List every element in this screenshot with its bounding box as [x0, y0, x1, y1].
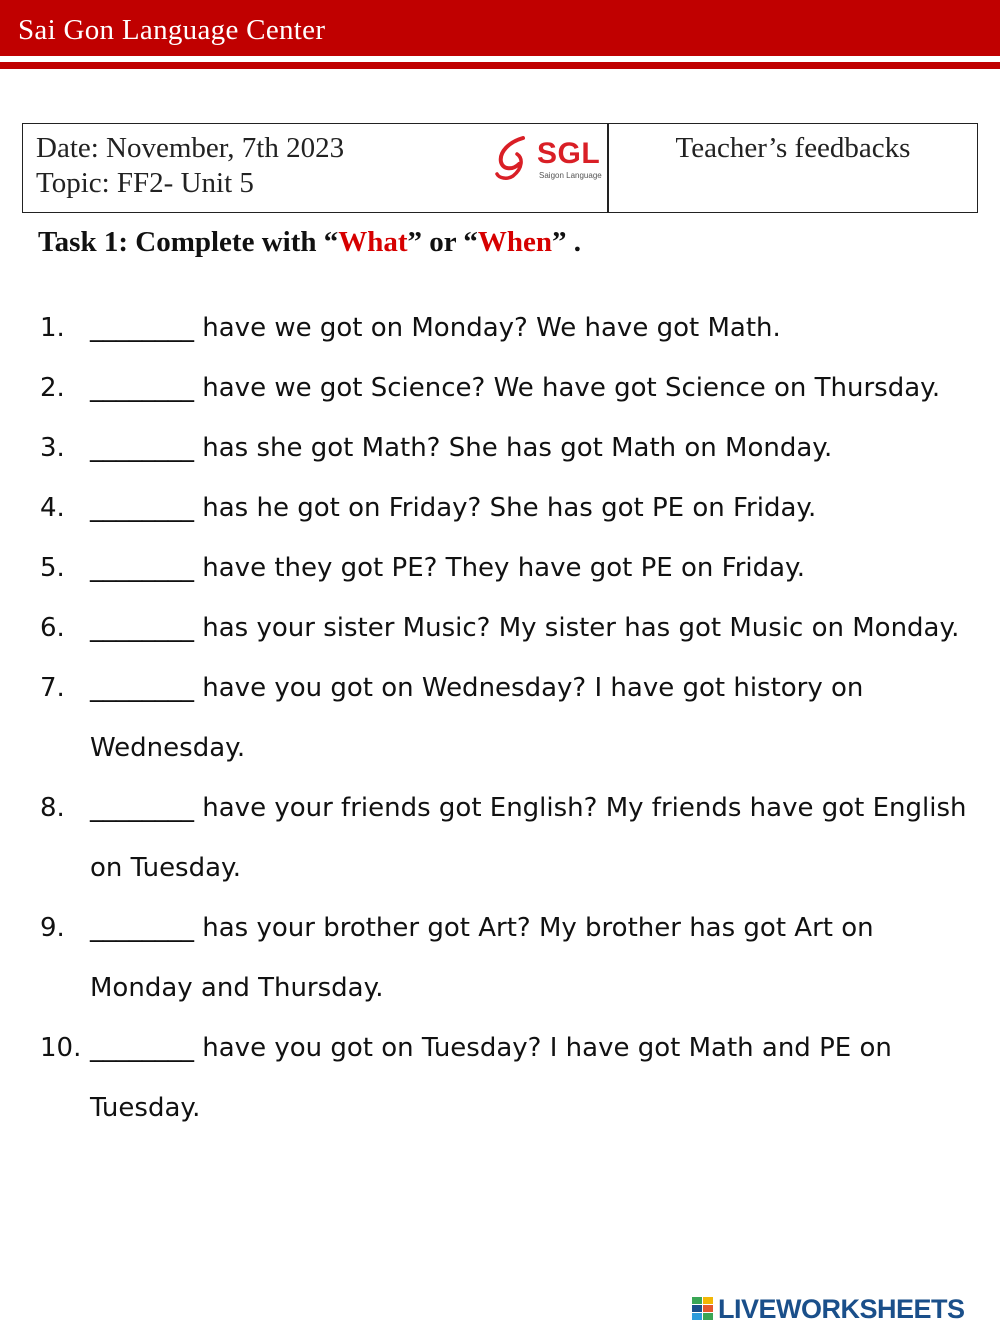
- logo-subtitle: Saigon Language: [539, 171, 602, 180]
- question-text: ________ have we got Science? We have got Science on Thursday.: [90, 373, 941, 403]
- question-number: 9.: [40, 913, 65, 943]
- question-item: [40, 358, 980, 418]
- sgl-swoosh-icon: [493, 134, 535, 182]
- question-number: 1.: [40, 313, 65, 343]
- footer-brand: LIVEWORKSHEETS: [718, 1294, 965, 1324]
- center-name: Sai Gon Language Center: [18, 14, 326, 46]
- question-number: 2.: [40, 373, 65, 403]
- task-suffix: ” .: [552, 226, 582, 258]
- task-prefix: Task 1: Complete with “: [38, 226, 339, 258]
- question-number: 6.: [40, 613, 65, 643]
- question-item: [40, 298, 980, 358]
- question-text: ________ has she got Math? She has got Math on Monday.: [90, 433, 833, 463]
- question-item: [40, 598, 980, 658]
- task-middle: ” or “: [407, 226, 478, 258]
- question-number: 10.: [40, 1033, 82, 1063]
- blocks-icon: [692, 1297, 714, 1323]
- question-text: ________ have your friends got English? My friends have got English on Tuesday.: [90, 793, 967, 883]
- question-text: ________ has your brother got Art? My brother has got Art on Monday and Thursday.: [90, 913, 874, 1003]
- header-rule: [0, 62, 1000, 69]
- sgl-logo: [493, 134, 605, 182]
- question-number: 4.: [40, 493, 65, 523]
- question-number: 8.: [40, 793, 65, 823]
- question-item: [40, 538, 980, 598]
- question-item: [40, 778, 980, 898]
- question-list: [40, 298, 980, 1138]
- question-number: 3.: [40, 433, 65, 463]
- question-item: [40, 418, 980, 478]
- task-word-when: When: [477, 226, 553, 258]
- header-bar: [0, 0, 1000, 56]
- question-item: [40, 658, 980, 778]
- question-number: 5.: [40, 553, 65, 583]
- question-text: ________ have you got on Tuesday? I have got Math and PE on Tuesday.: [90, 1033, 892, 1123]
- question-item: [40, 1018, 980, 1138]
- teacher-feedback-label: Teacher’s feedbacks: [675, 132, 911, 164]
- question-item: [40, 478, 980, 538]
- question-text: ________ have you got on Wednesday? I have got history on Wednesday.: [90, 673, 864, 763]
- task-title: [38, 226, 581, 259]
- task-word-what: What: [338, 226, 408, 258]
- liveworksheets-logo: [692, 1294, 992, 1324]
- topic-label: Topic: FF2- Unit 5: [36, 167, 254, 199]
- info-table: [22, 123, 978, 213]
- question-number: 7.: [40, 673, 65, 703]
- question-text: ________ has your sister Music? My sister has got Music on Monday.: [90, 613, 960, 643]
- logo-text: SGL: [537, 137, 601, 170]
- question-text: ________ have we got on Monday? We have got Math.: [90, 313, 781, 343]
- date-label: Date: November, 7th 2023: [36, 132, 345, 164]
- question-text: ________ has he got on Friday? She has got PE on Friday.: [90, 493, 817, 523]
- question-item: [40, 898, 980, 1018]
- question-text: ________ have they got PE? They have got PE on Friday.: [90, 553, 805, 583]
